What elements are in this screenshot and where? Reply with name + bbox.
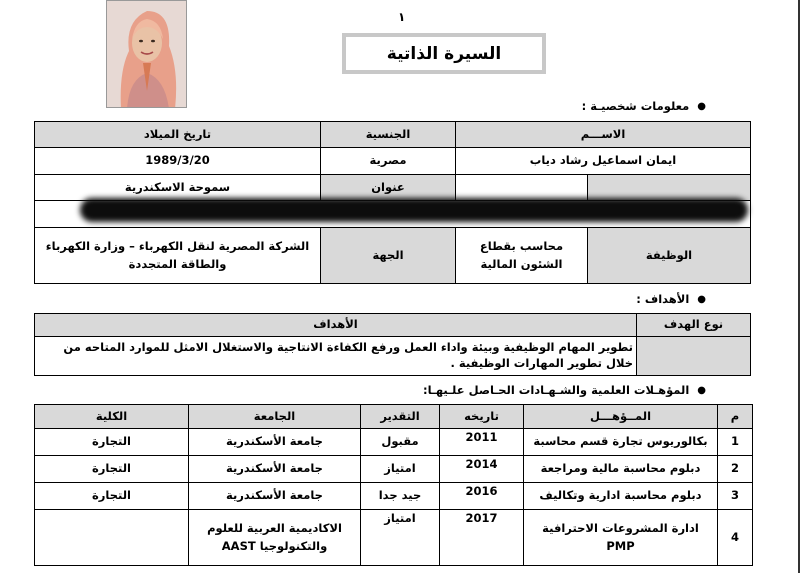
grade-cell: جيد جدا (361, 483, 440, 510)
birth-date-value: 1989/3/20 (35, 148, 321, 175)
qualifications-heading-text: المؤهـلات العلمية والشـهـادات الحـاصل علـيهـا: (422, 383, 690, 397)
qualification-cell: دبلوم محاسبة ادارية وتكاليف (524, 483, 718, 510)
nationality-header: الجنسية (321, 122, 456, 148)
table-row (35, 429, 753, 456)
row-num: 2 (718, 456, 753, 483)
name-value: ايمان اسماعيل رشاد دياب (456, 148, 751, 175)
table-row (35, 510, 753, 566)
col-header-grade: التقدير (361, 405, 440, 429)
col-header-date: تاريخه (440, 405, 524, 429)
col-header-faculty: الكلية (35, 405, 189, 429)
university-cell: جامعة الأسكندرية (189, 456, 361, 483)
page-border-right (798, 0, 800, 573)
university-cell: جامعة الأسكندرية (189, 429, 361, 456)
col-header-university: الجامعة (189, 405, 361, 429)
university-cell: جامعة الأسكندرية (189, 483, 361, 510)
table-row (35, 148, 751, 175)
job-value: محاسب بقطاع الشئون المالية (456, 228, 588, 284)
row-num: 1 (718, 429, 753, 456)
grade-cell: امتياز (361, 456, 440, 483)
employer-value: الشركة المصرية لنقل الكهرباء – وزارة الكهرباء والطاقة المتجددة (35, 228, 321, 284)
faculty-cell: التجارة (35, 483, 189, 510)
table-row (35, 175, 751, 201)
goal-type-value (637, 337, 751, 376)
personal-info-heading-text: معلومات شخصيـة : (581, 99, 690, 113)
faculty-cell (35, 510, 189, 566)
table-row (35, 337, 751, 376)
table-row (35, 314, 751, 337)
birth-date-header: تاريخ الميلاد (35, 122, 321, 148)
goals-header: الأهداف (35, 314, 637, 337)
empty-cell (588, 175, 751, 201)
document-title: السيرة الذاتية (346, 37, 542, 70)
goals-table (34, 313, 751, 376)
table-row (35, 122, 751, 148)
title-box (342, 33, 546, 74)
name-header: الاســـم (456, 122, 751, 148)
goal-type-header: نوع الهدف (637, 314, 751, 337)
employer-label: الجهة (321, 228, 456, 284)
table-row (35, 483, 753, 510)
date-cell: 2017 (440, 510, 524, 566)
faculty-cell: التجارة (35, 456, 189, 483)
row-num: 3 (718, 483, 753, 510)
qualification-cell: دبلوم محاسبة مالية ومراجعة (524, 456, 718, 483)
col-header-qualification: المــؤهـــل (524, 405, 718, 429)
row-num: 4 (718, 510, 753, 566)
empty-cell (456, 175, 588, 201)
table-row (35, 456, 753, 483)
bullet-icon: ● (697, 100, 706, 112)
qualification-cell: بكالوريوس تجارة قسم محاسبة (524, 429, 718, 456)
table-row (35, 228, 751, 284)
nationality-value: مصرية (321, 148, 456, 175)
grade-cell: امتياز (361, 510, 440, 566)
bullet-icon: ● (697, 384, 706, 396)
address-value: سموحة الاسكندرية (35, 175, 321, 201)
grade-cell: مقبول (361, 429, 440, 456)
address-label: عنوان (321, 175, 456, 201)
page-number: ١ (398, 10, 406, 24)
date-cell: 2014 (440, 456, 524, 483)
qualifications-table (34, 404, 753, 566)
faculty-cell: التجارة (35, 429, 189, 456)
personal-info-heading (582, 99, 706, 113)
qualifications-heading (423, 383, 706, 397)
date-cell: 2016 (440, 483, 524, 510)
date-cell: 2011 (440, 429, 524, 456)
col-header-num: م (718, 405, 753, 429)
goals-heading-text: الأهداف : (636, 292, 690, 306)
goal-text: تطوير المهام الوظيفية وبيئة واداء العمل ورفع الكفاءة الانتاجية والاستغلال الامثل للموارد المتاحه من خلال تطوير المهارات الوظيفية . (35, 337, 637, 376)
profile-photo (106, 0, 187, 108)
table-row (35, 405, 753, 429)
bullet-icon: ● (697, 293, 706, 305)
university-cell: الاكاديمية العربية للعلوم والتكنولوجيا AAST (189, 510, 361, 566)
goals-heading (636, 292, 706, 306)
job-label: الوظيفة (588, 228, 751, 284)
redaction-bar (80, 198, 748, 222)
qualification-cell: ادارة المشروعات الاحترافية PMP (524, 510, 718, 566)
